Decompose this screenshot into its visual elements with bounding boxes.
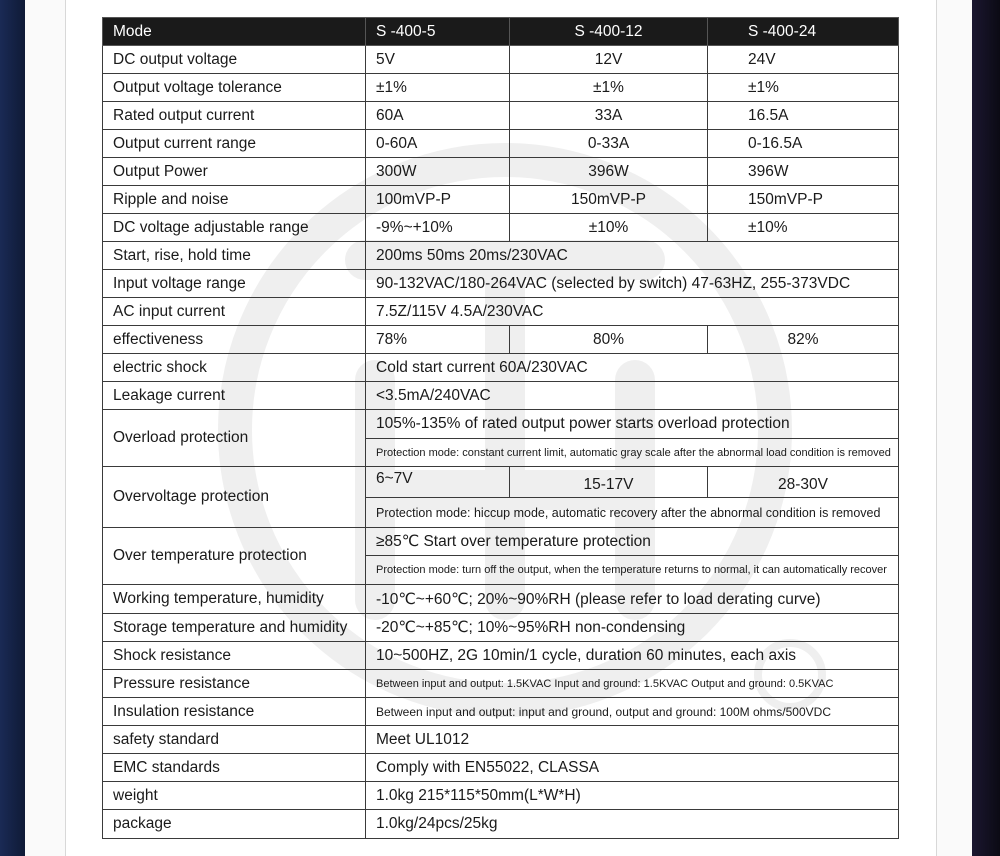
row-label: Working temperature, humidity: [103, 585, 366, 614]
table-row: [103, 810, 899, 839]
spec-table: [102, 17, 899, 839]
cell-value: 396W: [708, 158, 899, 186]
cell-value: 60A: [366, 102, 510, 130]
row-label: Rated output current: [103, 102, 366, 130]
table-row: [103, 382, 899, 410]
table-row: [103, 467, 899, 498]
cell-value: ≥85℃ Start over temperature protection: [366, 528, 899, 556]
table-row: [103, 242, 899, 270]
row-label: electric shock: [103, 354, 366, 382]
cell-value: ±1%: [708, 74, 899, 102]
row-label: Pressure resistance: [103, 670, 366, 698]
cell-value: 7.5Z/115V 4.5A/230VAC: [366, 298, 899, 326]
cell-value: 82%: [708, 326, 899, 354]
row-label: Insulation resistance: [103, 698, 366, 726]
table-row: [103, 326, 899, 354]
row-label: Overload protection: [103, 410, 366, 467]
table-row: [103, 298, 899, 326]
cell-value: 300W: [366, 158, 510, 186]
row-label: Output Power: [103, 158, 366, 186]
cell-value: 5V: [366, 46, 510, 74]
cell-value: 6~7V: [366, 467, 510, 498]
row-label: Overvoltage protection: [103, 467, 366, 528]
cell-value: Cold start current 60A/230VAC: [366, 354, 899, 382]
cell-value: 105%-135% of rated output power starts overload protection: [366, 410, 899, 439]
row-label: Output current range: [103, 130, 366, 158]
cell-value: 12V: [510, 46, 708, 74]
row-label: effectiveness: [103, 326, 366, 354]
cell-value: 100mVP-P: [366, 186, 510, 214]
cell-value: Protection mode: hiccup mode, automatic recovery after the abnormal condition is removed: [366, 498, 899, 528]
row-label: Leakage current: [103, 382, 366, 410]
cell-value: ±1%: [366, 74, 510, 102]
right-frame: [972, 0, 1000, 856]
cell-value: 78%: [366, 326, 510, 354]
cell-value: Comply with EN55022, CLASSA: [366, 754, 899, 782]
cell-value: 0-33A: [510, 130, 708, 158]
table-row: [103, 270, 899, 298]
table-row: [103, 130, 899, 158]
table-row: [103, 74, 899, 102]
row-label: DC output voltage: [103, 46, 366, 74]
row-label: DC voltage adjustable range: [103, 214, 366, 242]
cell-value: 200ms 50ms 20ms/230VAC: [366, 242, 899, 270]
cell-value: 1.0kg/24pcs/25kg: [366, 810, 899, 839]
cell-value: 150mVP-P: [510, 186, 708, 214]
header-model: S -400-12: [510, 18, 708, 46]
row-label: Output voltage tolerance: [103, 74, 366, 102]
cell-value: -9%~+10%: [366, 214, 510, 242]
table-row: [103, 726, 899, 754]
cell-value: 80%: [510, 326, 708, 354]
table-row: [103, 670, 899, 698]
left-frame: [0, 0, 25, 856]
cell-value: <3.5mA/240VAC: [366, 382, 899, 410]
cell-value: 16.5A: [708, 102, 899, 130]
cell-value: Between input and output: input and ground, output and ground: 100M ohms/500VDC: [366, 698, 899, 726]
row-label: package: [103, 810, 366, 839]
cell-value: 1.0kg 215*115*50mm(L*W*H): [366, 782, 899, 810]
cell-value: -10℃~+60℃; 20%~90%RH (please refer to load derating curve): [366, 585, 899, 614]
table-row: [103, 158, 899, 186]
cell-value: 28-30V: [708, 467, 899, 498]
row-label: EMC standards: [103, 754, 366, 782]
cell-value: 0-60A: [366, 130, 510, 158]
cell-value: ±10%: [708, 214, 899, 242]
cell-value: 10~500HZ, 2G 10min/1 cycle, duration 60 minutes, each axis: [366, 642, 899, 670]
row-label: Storage temperature and humidity: [103, 614, 366, 642]
cell-value: Meet UL1012: [366, 726, 899, 754]
cell-value: Protection mode: constant current limit, automatic gray scale after the abnormal load condition is removed: [366, 439, 899, 467]
table-row: [103, 46, 899, 74]
cell-value: Between input and output: 1.5KVAC Input and ground: 1.5KVAC Output and ground: 0.5KVAC: [366, 670, 899, 698]
cell-value: 33A: [510, 102, 708, 130]
cell-value: 0-16.5A: [708, 130, 899, 158]
cell-value: 24V: [708, 46, 899, 74]
row-label: safety standard: [103, 726, 366, 754]
cell-value: -20℃~+85℃; 10%~95%RH non-condensing: [366, 614, 899, 642]
table-row: [103, 214, 899, 242]
cell-value: 90-132VAC/180-264VAC (selected by switch) 47-63HZ, 255-373VDC: [366, 270, 899, 298]
header-model: S -400-24: [708, 18, 899, 46]
table-row: [103, 528, 899, 556]
row-label: Start, rise, hold time: [103, 242, 366, 270]
cell-value: ±1%: [510, 74, 708, 102]
row-label: Ripple and noise: [103, 186, 366, 214]
cell-value: Protection mode: turn off the output, when the temperature returns to normal, it can automatically recover: [366, 556, 899, 585]
header-label: Mode: [103, 18, 366, 46]
table-row: [103, 698, 899, 726]
table-row: [103, 410, 899, 439]
table-row: [103, 614, 899, 642]
table-row: [103, 102, 899, 130]
row-label: Shock resistance: [103, 642, 366, 670]
table-row: [103, 186, 899, 214]
table-row: [103, 642, 899, 670]
table-row: [103, 354, 899, 382]
cell-value: 15-17V: [510, 467, 708, 498]
cell-value: 150mVP-P: [708, 186, 899, 214]
cell-value: ±10%: [510, 214, 708, 242]
row-label: Input voltage range: [103, 270, 366, 298]
table-header-row: [103, 18, 899, 46]
table-row: [103, 585, 899, 614]
row-label: AC input current: [103, 298, 366, 326]
table-row: [103, 754, 899, 782]
cell-value: 396W: [510, 158, 708, 186]
row-label: Over temperature protection: [103, 528, 366, 585]
table-row: [103, 782, 899, 810]
row-label: weight: [103, 782, 366, 810]
header-model: S -400-5: [366, 18, 510, 46]
